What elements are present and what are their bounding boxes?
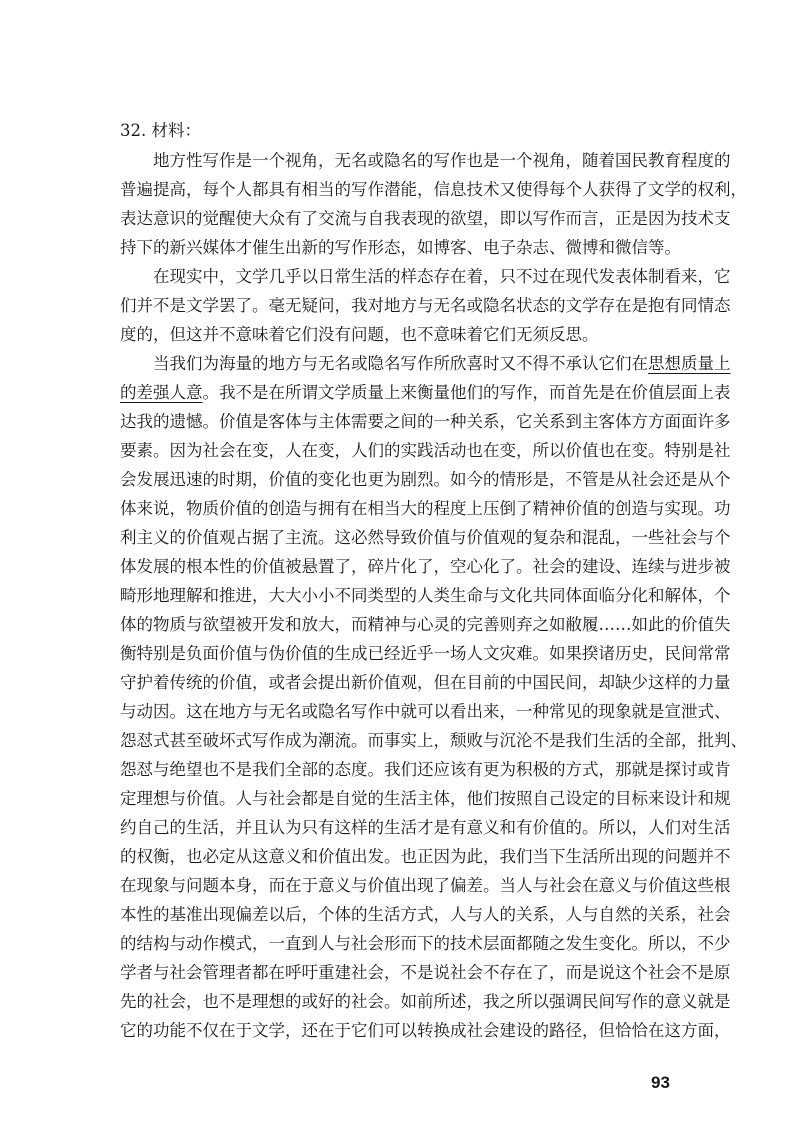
paragraph-3-line: 利主义的价值观占据了主流。这必然导致价值与价值观的复杂和混乱，一些社会与个 (120, 528, 731, 547)
paragraph-2-line: 在现实中，文学几乎以日常生活的样态存在着，只不过在现代发表体制看来，它 (153, 267, 731, 286)
paragraph-3-line: 要素。因为社会在变，人在变，人们的实践活动也在变，所以价值也在变。特别是社 (120, 441, 731, 460)
paragraph-3-line: 会发展迅速的时期，价值的变化也更为剧烈。如今的情形是，不管是从社会还是从个 (120, 470, 731, 489)
paragraph-1-line: 普遍提高，每个人都具有相当的写作潜能，信息技术又使得每个人获得了文学的权利， (120, 180, 747, 199)
paragraph-3-line: 先的社会，也不是理想的或好的社会。如前所述，我之所以强调民间写作的意义就是 (120, 992, 731, 1011)
paragraph-3-line: 它的功能不仅在于文学，还在于它们可以转换成社会建设的路径，但恰恰在这方面， (120, 1021, 731, 1040)
paragraph-3-text: 。我不是在所谓文学质量上来衡量他们的写作，而首先是在价值层面上表 (202, 383, 731, 402)
paragraph-3-line: 的权衡，也必定从这意义和价值出发。也正因为此，我们当下生活所出现的问题并不 (120, 847, 731, 866)
paragraph-3-line: 体发展的根本性的价值被悬置了，碎片化了，空心化了。社会的建设、连续与进步被 (120, 557, 731, 576)
paragraph-1-line: 持下的新兴媒体才催生出新的写作形态，如博客、电子杂志、微博和微信等。 (120, 238, 681, 257)
paragraph-3-line: 守护着传统的价值，或者会提出新价值观，但在目前的中国民间，却缺少这样的力量 (120, 673, 731, 692)
paragraph-3-line: 学者与社会管理者都在呼吁重建社会，不是说社会不存在了，而是说这个社会不是原 (120, 963, 731, 982)
underlined-phrase: 的差强人意 (120, 383, 203, 402)
paragraph-3-line: 与动因。这在地方与无名或隐名写作中就可以看出来，一种常见的现象就是宣泄式、 (120, 702, 731, 721)
paragraph-3-line: 约自己的生活，并且认为只有这样的生活才是有意义和有价值的。所以，人们对生活 (120, 818, 731, 837)
paragraph-3-line: 在现象与问题本身，而在于意义与价值出现了偏差。当人与社会在意义与价值这些根 (120, 876, 731, 895)
paragraph-3-text: 当我们为海量的地方与无名或隐名写作所欣喜时又不得不承认它们在 (153, 354, 648, 373)
paragraph-3-line: 的结构与动作模式，一直到人与社会形而下的技术层面都随之发生变化。所以，不少 (120, 934, 731, 953)
paragraph-3-line: 体的物质与欲望被开发和放大，而精神与心灵的完善则弃之如敝履……如此的价值失 (120, 615, 731, 634)
paragraph-3-line: 本性的基准出现偏差以后，个体的生活方式，人与人的关系，人与自然的关系，社会 (120, 905, 731, 924)
question-heading: 32. 材料： (120, 121, 201, 140)
paragraph-3-line: 定理想与价值。人与社会都是自觉的生活主体，他们按照自己设定的目标来设计和规 (120, 789, 731, 808)
paragraph-1-line: 地方性写作是一个视角，无名或隐名的写作也是一个视角，随着国民教育程度的 (153, 151, 731, 170)
paragraph-3-line (153, 350, 731, 378)
paragraph-3-line: 达我的遗憾。价值是客体与主体需要之间的一种关系，它关系到主客体方方面面许多 (120, 412, 731, 431)
page-number: 93 (651, 1073, 670, 1092)
paragraph-3-line: 畸形地理解和推进，大大小小不同类型的人类生命与文化共同体面临分化和解体，个 (120, 586, 731, 605)
paragraph-3-line: 衡特别是负面价值与伪价值的生成已经近乎一场人文灾难。如果揆诸历史，民间常常 (120, 644, 731, 663)
paragraph-2-line: 们并不是文学罢了。毫无疑问，我对地方与无名或隐名状态的文学存在是抱有同情态 (120, 296, 731, 315)
paragraph-3-line: 怨怼式甚至破坏式写作成为潮流。而事实上，颓败与沉沦不是我们生活的全部，批判、 (120, 731, 747, 750)
paragraph-2-line: 度的，但这并不意味着它们没有问题，也不意味着它们无须反思。 (120, 325, 599, 344)
paragraph-1-line: 表达意识的觉醒使大众有了交流与自我表现的欲望，即以写作而言，正是因为技术支 (120, 209, 731, 228)
paragraph-3-line: 怨怼与绝望也不是我们全部的态度。我们还应该有更为积极的方式，那就是探讨或肯 (120, 760, 731, 779)
paragraph-3-line (120, 379, 731, 407)
underlined-phrase: 思想质量上 (648, 354, 731, 373)
paragraph-3-line: 体来说，物质价值的创造与拥有在相当大的程度上压倒了精神价值的创造与实现。功 (120, 499, 731, 518)
